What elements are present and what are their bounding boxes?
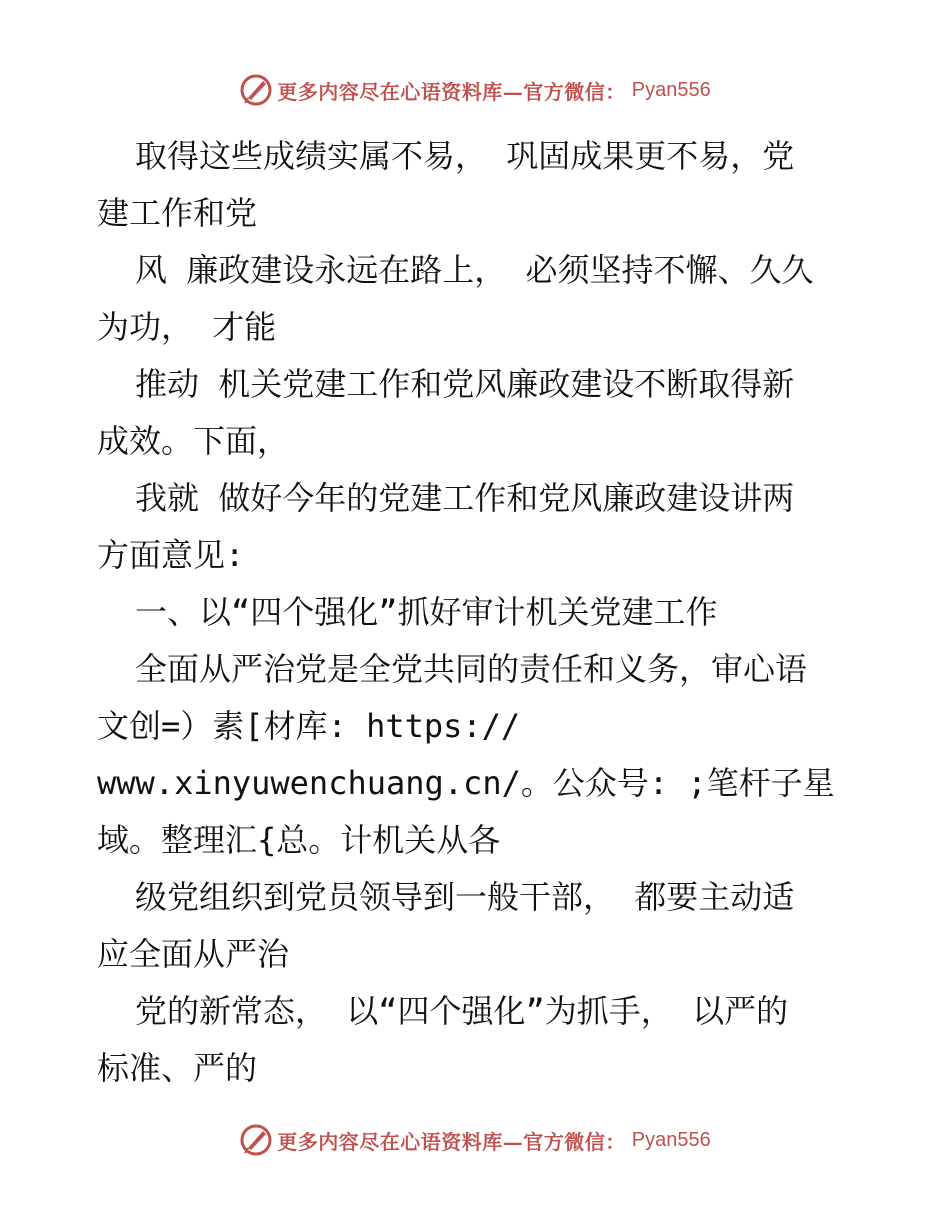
text-line: 为功， 才能 <box>97 308 277 346</box>
text-line: 成效。下面， <box>97 422 290 460</box>
text-line: 文创=）素[材库: https:// <box>97 707 521 745</box>
feather-pen-circle-icon <box>239 73 273 107</box>
text-line: 应全面从严治 <box>97 935 290 973</box>
text-line: 党的新常态， 以“四个强化”为抓手， 以严的 <box>135 992 789 1030</box>
banner-text: 更多内容尽在心语资料库—官方微信： <box>277 1129 626 1154</box>
text-line: 取得这些成绩实属不易， 巩固成果更不易，党 <box>135 137 795 175</box>
text-line: 级党组织到党员领导到一般干部， 都要主动适 <box>135 878 795 916</box>
feather-pen-circle-icon <box>239 1123 273 1157</box>
footer-banner <box>0 1120 950 1160</box>
header-banner <box>0 70 950 110</box>
text-line: 域。整理汇{总。计机关从各 <box>97 821 501 859</box>
text-line: 全面从严治党是全党共同的责任和义务，审心语 <box>135 650 808 688</box>
banner-wechat-id: Pyan556 <box>631 78 711 101</box>
text-line: 我就 做好今年的党建工作和党风廉政建设讲两 <box>135 479 795 517</box>
text-line: 标准、严的 <box>97 1049 258 1087</box>
text-line: 风 廉政建设永远在路上， 必须坚持不懈、久久 <box>135 251 814 289</box>
text-line: 推动 机关党建工作和党风廉政建设不断取得新 <box>135 365 795 403</box>
document-body <box>97 128 897 1097</box>
section-heading: 一、以“四个强化”抓好审计机关党建工作 <box>135 593 718 631</box>
banner-wechat-id: Pyan556 <box>631 1128 711 1151</box>
text-line: 方面意见: <box>97 536 245 574</box>
text-line: www.xinyuwenchuang.cn/。公众号: ;笔杆子星 <box>97 764 835 802</box>
text-line: 建工作和党 <box>97 194 258 232</box>
banner-text: 更多内容尽在心语资料库—官方微信： <box>277 79 626 104</box>
